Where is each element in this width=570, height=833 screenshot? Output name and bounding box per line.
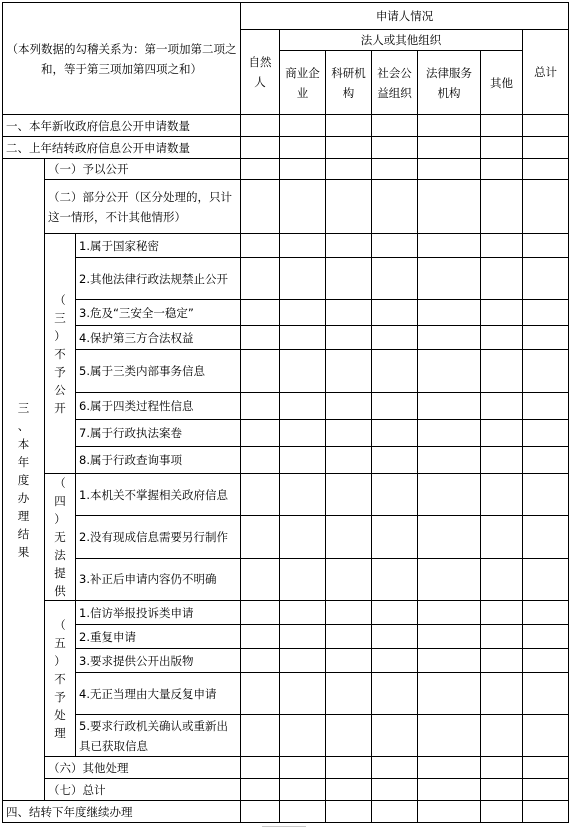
section-label-results: 三 、 本 年 度 办 理 结 果 [3, 159, 45, 801]
table-row [3, 420, 569, 447]
section-label-not-processed: （ 五 ） 不 予 处 理 [45, 601, 76, 757]
row-label-carried-over: 二、上年结转政府信息公开申请数量 [3, 137, 241, 159]
table-row [3, 558, 569, 600]
list-item: 3.要求提供公开出版物 [76, 649, 241, 673]
list-item: 7.属于行政执法案卷 [76, 420, 241, 447]
section-label-unable-to-provide: （ 四 ） 无 法 提 供 [45, 474, 76, 601]
list-item: 6.属于四类过程性信息 [76, 393, 241, 420]
gov-info-disclosure-table [2, 2, 569, 823]
list-item: 2.没有现成信息需要另行制作 [76, 516, 241, 558]
section-label-not-disclosed: （ 三 ） 不 予 公 开 [45, 234, 76, 474]
table-row [3, 649, 569, 673]
list-item: 3.补正后申请内容仍不明确 [76, 558, 241, 600]
header-applicant-situation: 申请人情况 [241, 3, 569, 30]
row-label-subtotal: （七）总计 [45, 779, 241, 801]
list-item: 4.保护第三方合法权益 [76, 326, 241, 350]
header-natural-person: 自然人 [241, 30, 280, 115]
list-item: 5.属于三类内部事务信息 [76, 350, 241, 393]
list-item: 8.属于行政查询事项 [76, 447, 241, 474]
table-row [3, 115, 569, 137]
row-label-disclosed: （一）予以公开 [45, 159, 241, 180]
table-row [3, 326, 569, 350]
table-row [3, 673, 569, 715]
row-label-new-applications: 一、本年新收政府信息公开申请数量 [3, 115, 241, 137]
list-item: 1.本机关不掌握相关政府信息 [76, 474, 241, 516]
table-row [3, 757, 569, 779]
table-row [3, 516, 569, 558]
row-label-other-handling: （六）其他处理 [45, 757, 241, 779]
header-commercial: 商业企业 [280, 51, 326, 115]
table-row [3, 234, 569, 258]
list-item: 1.属于国家秘密 [76, 234, 241, 258]
list-item: 1.信访举报投诉类申请 [76, 601, 241, 625]
table-row [3, 180, 569, 234]
table-row [3, 159, 569, 180]
header-research: 科研机构 [326, 51, 372, 115]
header-legal-and-other: 法人或其他组织 [280, 30, 523, 51]
table-row [3, 801, 569, 823]
table-row [3, 300, 569, 326]
header-total: 总计 [523, 30, 569, 115]
table-row [3, 474, 569, 516]
table-row [3, 137, 569, 159]
list-item: 2.重复申请 [76, 625, 241, 649]
list-item: 4.无正当理由大量反复申请 [76, 673, 241, 715]
table-row [3, 447, 569, 474]
table-row [3, 625, 569, 649]
table-row [3, 601, 569, 625]
table-note: （本列数据的勾稽关系为：第一项加第二项之和，等于第三项加第四项之和） [3, 3, 241, 115]
header-social-welfare: 社会公益组织 [372, 51, 418, 115]
table-row [3, 258, 569, 300]
list-item: 2.其他法律行政法规禁止公开 [76, 258, 241, 300]
list-item: 5.要求行政机关确认或重新出具已获取信息 [76, 715, 241, 757]
row-label-partially-disclosed: （二）部分公开（区分处理的，只计这一情形，不计其他情形） [45, 180, 241, 234]
row-label-carry-forward: 四、结转下年度继续办理 [3, 801, 241, 823]
table-row [3, 393, 569, 420]
header-other: 其他 [481, 51, 523, 115]
header-legal-service: 法律服务机构 [418, 51, 481, 115]
table-row [3, 350, 569, 393]
page-edge-mark [262, 826, 306, 833]
table-row [3, 715, 569, 757]
list-item: 3.危及“三安全一稳定” [76, 300, 241, 326]
table-row [3, 779, 569, 801]
